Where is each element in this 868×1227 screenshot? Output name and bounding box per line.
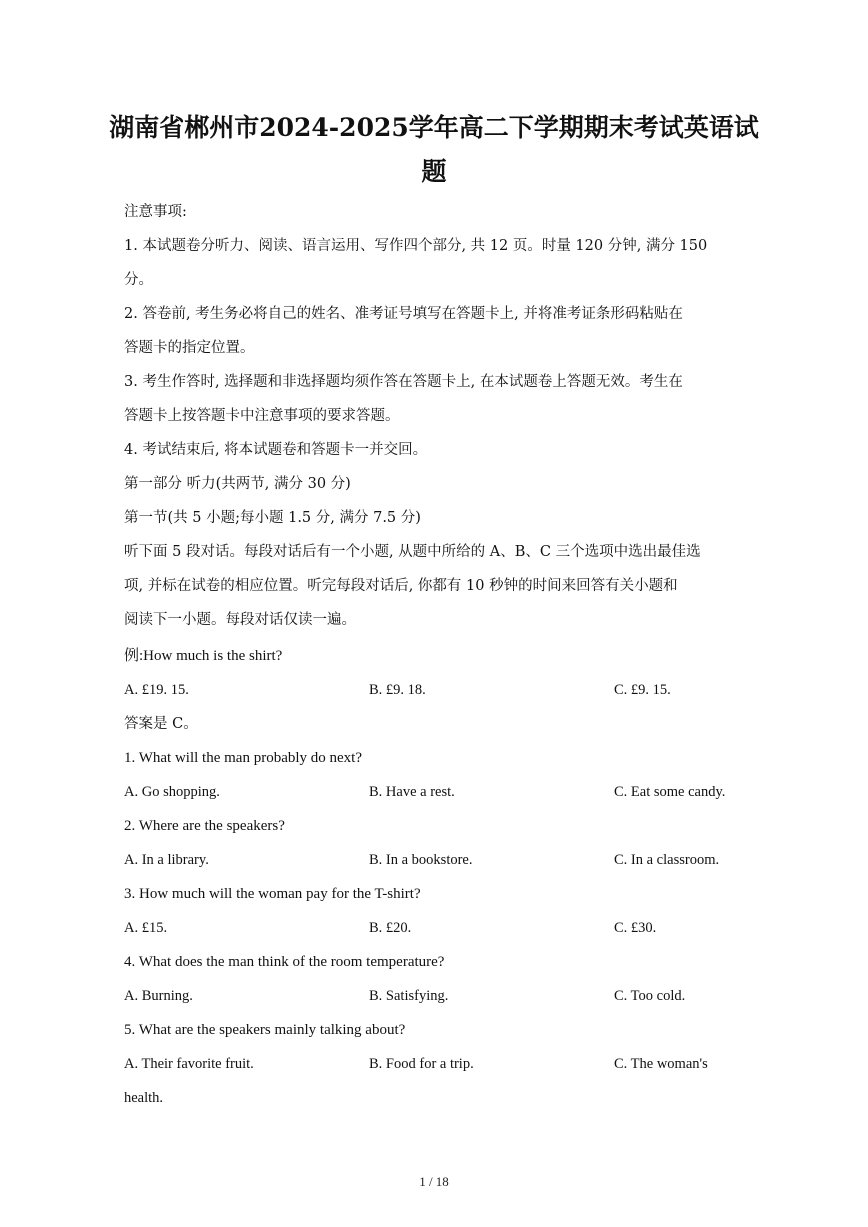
- part1-heading: 第一部分 听力(共两节, 满分 30 分): [124, 476, 351, 492]
- question-5: 5. What are the speakers mainly talking about?: [124, 1022, 406, 1038]
- q3-option-b: B. £20.: [369, 920, 412, 936]
- question-3: 3. How much will the woman pay for the T-shirt?: [124, 886, 421, 902]
- notice-item-3: 3. 考生作答时, 选择题和非选择题均须作答在答题卡上, 在本试题卷上答题无效。考生在: [124, 374, 683, 390]
- question-1: 1. What will the man probably do next?: [124, 750, 363, 766]
- q2-option-c: C. In a classroom.: [614, 852, 720, 868]
- page-number: 1 / 18: [419, 1174, 449, 1189]
- instructions-line-3: 阅读下一小题。每段对话仅读一遍。: [124, 612, 356, 628]
- q2-option-b: B. In a bookstore.: [369, 852, 473, 868]
- q4-option-c: C. Too cold.: [614, 988, 686, 1004]
- notice-item-2-cont: 答题卡的指定位置。: [124, 340, 255, 356]
- section1-heading: 第一节(共 5 小题;每小题 1.5 分, 满分 7.5 分): [124, 510, 421, 526]
- q3-option-c: C. £30.: [614, 920, 657, 936]
- q3-option-a: A. £15.: [124, 920, 168, 936]
- notice-item-2: 2. 答卷前, 考生务必将自己的姓名、准考证号填写在答题卡上, 并将准考证条形码粘贴在: [124, 306, 683, 322]
- instructions-line-2: 项, 并标在试卷的相应位置。听完每段对话后, 你都有 10 秒钟的时间来回答有关小题和: [124, 578, 678, 594]
- q2-option-a: A. In a library.: [124, 852, 209, 868]
- notice-item-4: 4. 考试结束后, 将本试题卷和答题卡一并交回。: [124, 442, 428, 458]
- example-question: 例:How much is the shirt?: [124, 648, 283, 664]
- instructions-line-1: 听下面 5 段对话。每段对话后有一个小题, 从题中所给的 A、B、C 三个选项中选出最佳选: [124, 544, 701, 560]
- q1-option-c: C. Eat some candy.: [614, 784, 726, 800]
- notice-heading: 注意事项:: [124, 204, 187, 220]
- example-option-c: C. £9. 15.: [614, 682, 671, 698]
- q4-option-a: A. Burning.: [124, 988, 193, 1004]
- q5-option-c: C. The woman's: [614, 1056, 708, 1072]
- example-option-a: A. £19. 15.: [124, 682, 189, 698]
- notice-item-1: 1. 本试题卷分听力、阅读、语言运用、写作四个部分, 共 12 页。时量 120 分钟, 满分 150: [124, 238, 708, 254]
- question-2: 2. Where are the speakers?: [124, 818, 285, 834]
- q1-option-a: A. Go shopping.: [124, 784, 220, 800]
- exam-title: [40, 106, 828, 194]
- q5-option-b: B. Food for a trip.: [369, 1056, 474, 1072]
- q4-option-b: B. Satisfying.: [369, 988, 449, 1004]
- q5-option-c-cont: health.: [124, 1090, 164, 1106]
- notice-item-3-cont: 答题卡上按答题卡中注意事项的要求答题。: [124, 408, 400, 424]
- notice-item-1-cont: 分。: [124, 272, 153, 288]
- question-4: 4. What does the man think of the room temperature?: [124, 954, 445, 970]
- title-line-1: 湖南省郴州市2024-2025学年高二下学期期末考试英语试: [109, 113, 759, 142]
- q1-option-b: B. Have a rest.: [369, 784, 455, 800]
- example-option-b: B. £9. 18.: [369, 682, 426, 698]
- title-line-2: 题: [421, 157, 447, 186]
- example-answer: 答案是 C。: [124, 716, 198, 732]
- q5-option-a: A. Their favorite fruit.: [124, 1056, 254, 1072]
